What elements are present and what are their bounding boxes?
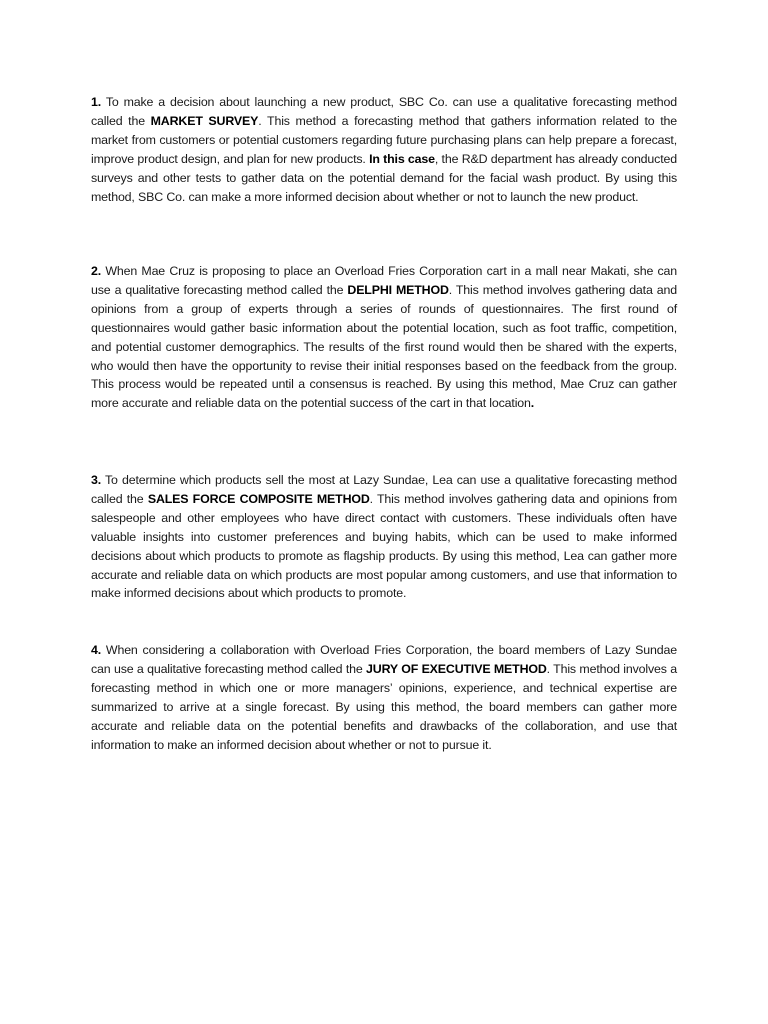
- method-name: JURY OF EXECUTIVE METHOD: [366, 661, 547, 676]
- paragraph-text: . This method a forecasting method that gathers information related to the market from customers or potential customers regarding future purchasing plans can help prepare a forecast, improve product design, and plan for new products.: [91, 113, 677, 166]
- paragraph-text: To make a decision about launching a new product, SBC Co. can use a qualitative forecasting method called the: [91, 95, 677, 128]
- paragraph-text: . This method involves a forecasting method in which one or more managers’ opinions, experience, and technical expertise are summarized to arrive at a single forecast. By using this method, the board members can gather more accurate and reliable data on the potential benefits and drawbacks of the collaboration, and use that information to make an informed decision about whether or not to pursue it.: [91, 661, 678, 752]
- paragraph-number: 4.: [91, 643, 102, 657]
- method-name: DELPHI METHOD: [347, 282, 449, 297]
- emphasis-text: In this case: [369, 151, 435, 166]
- paragraph-number: 2.: [91, 264, 102, 278]
- method-name: SALES FORCE COMPOSITE METHOD: [147, 491, 370, 506]
- paragraph-text: When Mae Cruz is proposing to place an Overload Fries Corporation cart in a mall near Makati, she can use a qualitative forecasting method called the: [91, 264, 677, 297]
- paragraph-3-sales-force-composite: [91, 471, 677, 603]
- paragraph-2-delphi-method: [91, 262, 677, 413]
- paragraph-text: . This method involves gathering data and opinions from salespeople and other employees who have direct contact with customers. These individuals often have valuable insights into customer preferences and buying habits, which can be used to make informed decisions about which products to promote as flagship products. By using this method, Lea can gather more accurate and reliable data on which products are most popular among customers, and use that information to make informed decisions about which products to promote.: [91, 491, 678, 601]
- emphasis-text: .: [530, 396, 535, 411]
- paragraph-number: 3.: [91, 473, 102, 487]
- paragraph-1-market-survey: [91, 93, 677, 206]
- method-name: MARKET SURVEY: [150, 113, 259, 128]
- paragraph-text: . This method involves gathering data and opinions from a group of experts through a series of rounds of questionnaires. The first round of questionnaires would gather basic information about the potential location, such as foot traffic, competition, and potential customer demographics. The results of the first round would then be shared with the experts, who would then have the opportunity to revise their initial responses based on the feedback from the group. This process would be repeated until a consensus is reached. By using this method, Mae Cruz can gather more accurate and reliable data on the potential success of the cart in that location: [91, 282, 677, 411]
- paragraph-text: When considering a collaboration with Overload Fries Corporation, the board members of Lazy Sundae can use a qualitative forecasting method called the: [91, 643, 677, 676]
- paragraph-text: , the R&D department has already conducted surveys and other tests to gather data on the potential demand for the facial wash product. By using this method, SBC Co. can make a more informed decision about whether or not to launch the new product.: [91, 151, 677, 204]
- paragraph-number: 1.: [91, 95, 102, 109]
- paragraph-4-jury-of-executive: [91, 641, 677, 754]
- paragraph-text: To determine which products sell the most at Lazy Sundae, Lea can use a qualitative forecasting method called the: [91, 473, 677, 506]
